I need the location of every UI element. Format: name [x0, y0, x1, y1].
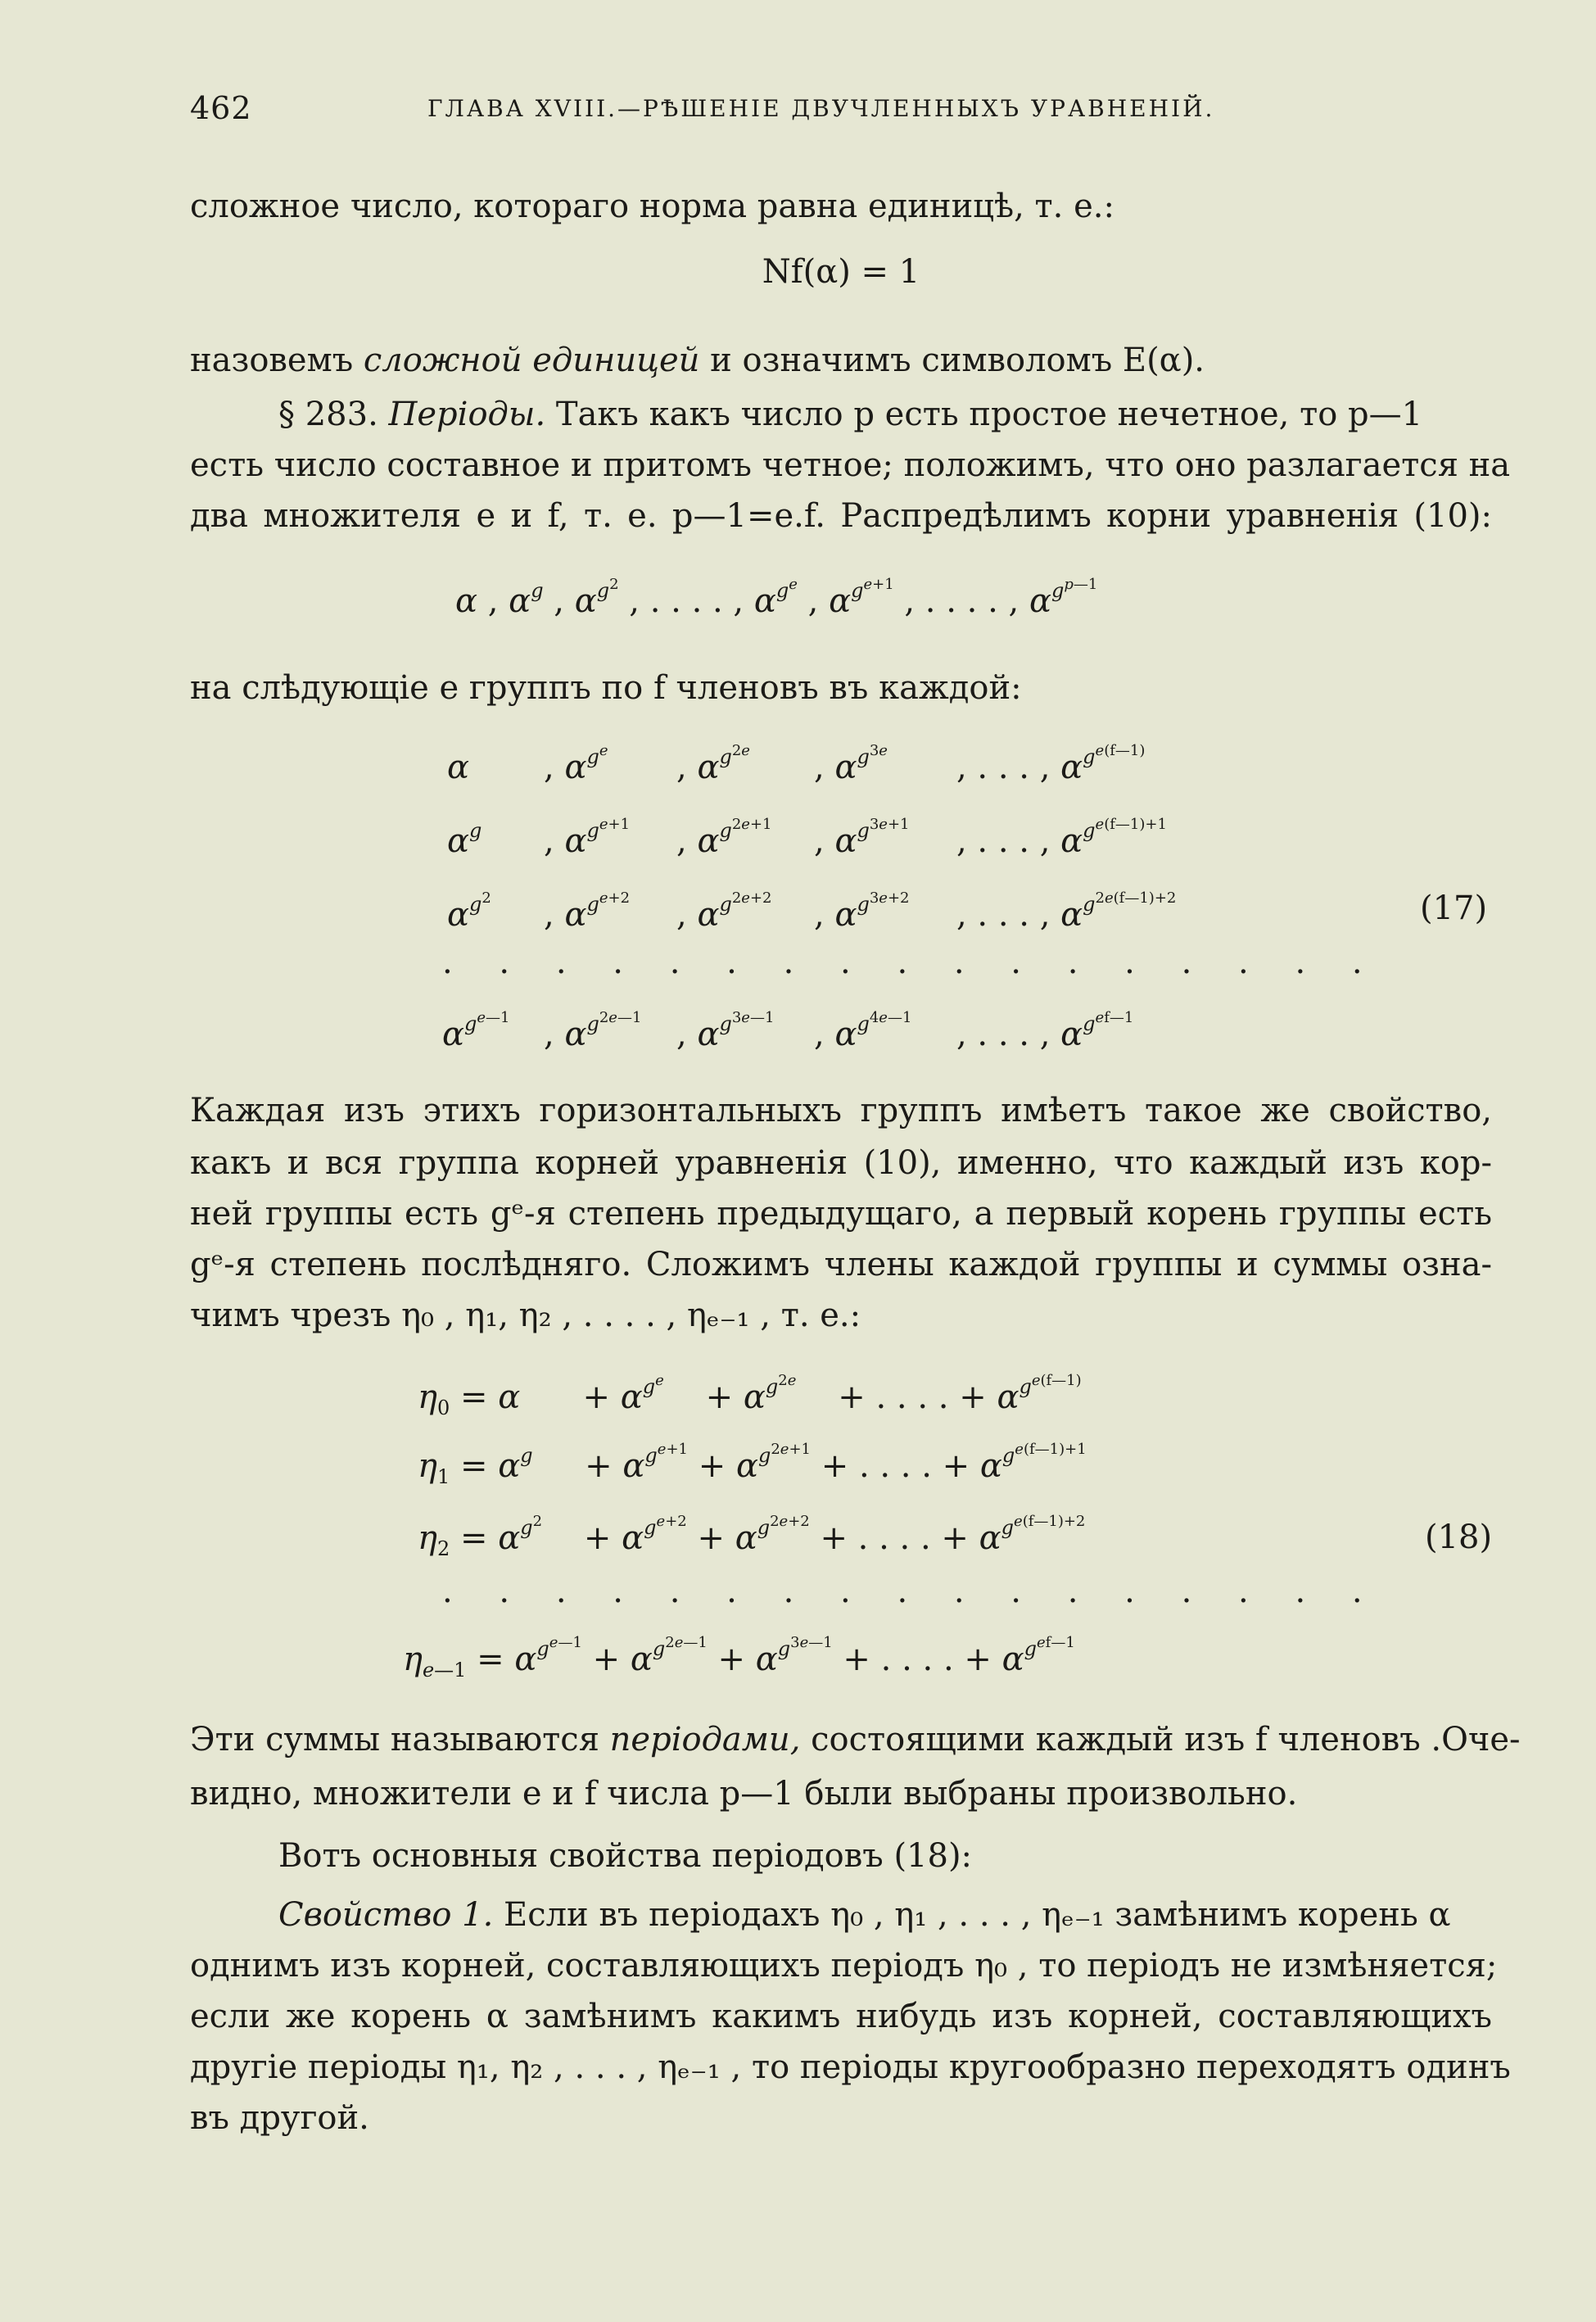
text-line: Каждая изъ этихъ горизонтальныхъ группъ имѣетъ такое же свойство,	[190, 1092, 1492, 1129]
section-title: Періоды.	[388, 396, 546, 433]
section-heading-line: § 283. Періоды. Такъ какъ число p есть простое нечетное, то p—1	[278, 396, 1423, 433]
text-line: есть число составное и притомъ четное; положимъ, что оно разлагается на	[190, 446, 1511, 484]
emphasis: періодами,	[609, 1721, 801, 1758]
text-line: какъ и вся группа корней уравненія (10), именно, что каждый изъ кор-	[190, 1144, 1492, 1182]
text-line: gᵉ-я степень послѣдняго. Сложимъ члены каждой группы и суммы озна-	[190, 1246, 1492, 1283]
text-line: Вотъ основныя свойства періодовъ (18):	[278, 1837, 973, 1875]
page-header	[190, 90, 1492, 131]
text-line: въ другой.	[190, 2099, 369, 2137]
text-line: однимъ изъ корней, составляющихъ періодъ η₀ , то періодъ не измѣняется;	[190, 1947, 1498, 1985]
text-line: если же корень α замѣнимъ какимъ нибудь изъ корней, составляющихъ	[190, 1998, 1492, 2035]
text-line: видно, множители e и f числа p—1 были выбраны произвольно.	[190, 1775, 1298, 1813]
text-line: сложное число, котораго норма равна единицѣ, т. е.:	[190, 188, 1114, 225]
text-line: два множителя e и f, т. е. p—1=e.f. Распредѣлимъ корни уравненія (10):	[190, 497, 1492, 535]
text-line: назовемъ сложной единицей и означимъ символомъ E(α).	[190, 342, 1205, 379]
property-title: Свойство 1.	[278, 1896, 494, 1934]
roots-sequence: α , $\alpha^g$ , $\alpha^{g^2}$ , . . . . , $\alpha^{g^e}$ , $\alpha^{g^{e+1}}$ , . . . . , $\alpha^{g^{p—1}}$	[455, 576, 1098, 620]
text-line: на слѣдующіе e группъ по f членовъ въ каждой:	[190, 669, 1022, 707]
text-line: ней группы есть gᵉ-я степень предыдущаго, а первый корень группы есть	[190, 1195, 1492, 1233]
emphasis: сложной единицей	[363, 342, 700, 379]
equation-number: (18)	[1425, 1519, 1493, 1556]
text-line: Эти суммы называются періодами, состоящими каждый изъ f членовъ .Оче-	[190, 1721, 1521, 1758]
page-number: 462	[190, 90, 252, 126]
running-title: ГЛАВА XVIII.—РѢШЕНІЕ ДВУЧЛЕННЫХЪ УРАВНЕНІЙ.	[427, 95, 1215, 122]
text-line: другіе періоды η₁, η₂ , . . . , ηₑ₋₁ , то періоды кругообразно переходятъ одинъ	[190, 2048, 1511, 2086]
property-line: Свойство 1. Если въ періодахъ η₀ , η₁ , . . . , ηₑ₋₁ замѣнимъ корень α	[278, 1896, 1451, 1934]
book-page: 462 ГЛАВА XVIII.—РѢШЕНІЕ ДВУЧЛЕННЫХЪ УРАВНЕНІЙ. сложное число, котораго норма равна единицѣ, т. е.: Nf(α) = 1 назовемъ сложной единицей и означимъ символомъ E(α). § 283. Періоды. Такъ какъ число p есть простое нечетное, то p—1 есть число составное и притомъ четное; положимъ, что оно разлагается на два множителя e и f, т. е. p—1=e.f. Распредѣлимъ корни уравненія (10): α , $\alpha^g$ , $\alpha^{g^2}$ , . . . . , $\alpha^{g^e}$ , $\alpha^{g^{e+1}}$ , . . . . , $\alpha^{g^{p—1}}$ на слѣдующіе e группъ по f членовъ въ каждой: α , $\alpha^{g^e}$ , $\alpha^{g^{2e}}$ , $\alpha^{g^{3e}}$ , . . . , $\alpha^{g^{e(f—1)}}$ $\alpha^g$ , $\alpha^{g^{e+1}}$ , $\alpha^{g^{2e+1}}$ , $\alpha^{g^{3e+1}}$ , . . . , $\alpha^{g^{e(f—1)+1}}$ $\alpha^{g^2}$ , $\alpha^{g^{e+2}}$ , $\alpha^{g^{2e+2}}$ , $\alpha^{g^{3e+2}}$ , . . . , $\alpha^{g^{2e(f—1)+2}}$ (17) . . . . . . . . . . . . . . . . . $\alpha^{g^{e—1}}$ , $\alpha^{g^{2e—1}}$ , $\alpha^{g^{3e—1}}$ , $\alpha^{g^{4e—1}}$ , . . . , $\alpha^{g^{ef—1}}$ Каждая изъ этихъ горизонтальныхъ группъ имѣетъ такое же свойство, какъ и вся группа корней уравненія (10), именно, что каждый изъ кор- ней группы есть gᵉ-я степень предыдущаго, а первый корень группы есть gᵉ-я степень послѣдняго. Сложимъ члены каждой группы и суммы озна- чимъ чрезъ η₀ , η₁, η₂ , . . . . , ηₑ₋₁ , т. е.: $\eta_0 = \alpha$ + $\alpha^{g^e}$ + $\alpha^{g^{2e}}$ + . . . . + $\alpha^{g^{e(f—1)}}$ $\eta_1 = \alpha^g$ + $\alpha^{g^{e+1}} + \alpha^{g^{2e+1}}$ + . . . . + $\alpha^{g^{e(f—1)+1}}$ $\eta_2 = \alpha^{g^2}$ + $\alpha^{g^{e+2}} + \alpha^{g^{2e+2}}$ + . . . . + $\alpha^{g^{e(f—1)+2}}$ (18) . . . . . . . . . . . . . . . . . $\eta_{e—1} = \alpha^{g^{e—1}} + \alpha^{g^{2e—1}} + \alpha^{g^{3e—1}}$ + . . . . + $\alpha^{g^{ef—1}}$ Эти суммы называются періодами, состоящими каждый изъ f членовъ .Оче- видно, множители e и f числа p—1 были выбраны произвольно. Вотъ основныя свойства періодовъ (18): Свойство 1. Если въ періодахъ η₀ , η₁ , . . . , ηₑ₋₁ замѣнимъ корень α однимъ изъ корней, составляющихъ періодъ η₀ , то періодъ не измѣняется; если же корень α замѣнимъ какимъ нибудь изъ корней, составляющихъ другіе періоды η₁, η₂ , . . . , ηₑ₋₁ , то періоды кругообразно переходятъ одинъ въ другой.	[0, 0, 1596, 2322]
equation-norm: Nf(α) = 1	[762, 253, 920, 291]
equation-number: (17)	[1420, 889, 1488, 927]
text-line: чимъ чрезъ η₀ , η₁, η₂ , . . . . , ηₑ₋₁ , т. е.:	[190, 1297, 861, 1334]
